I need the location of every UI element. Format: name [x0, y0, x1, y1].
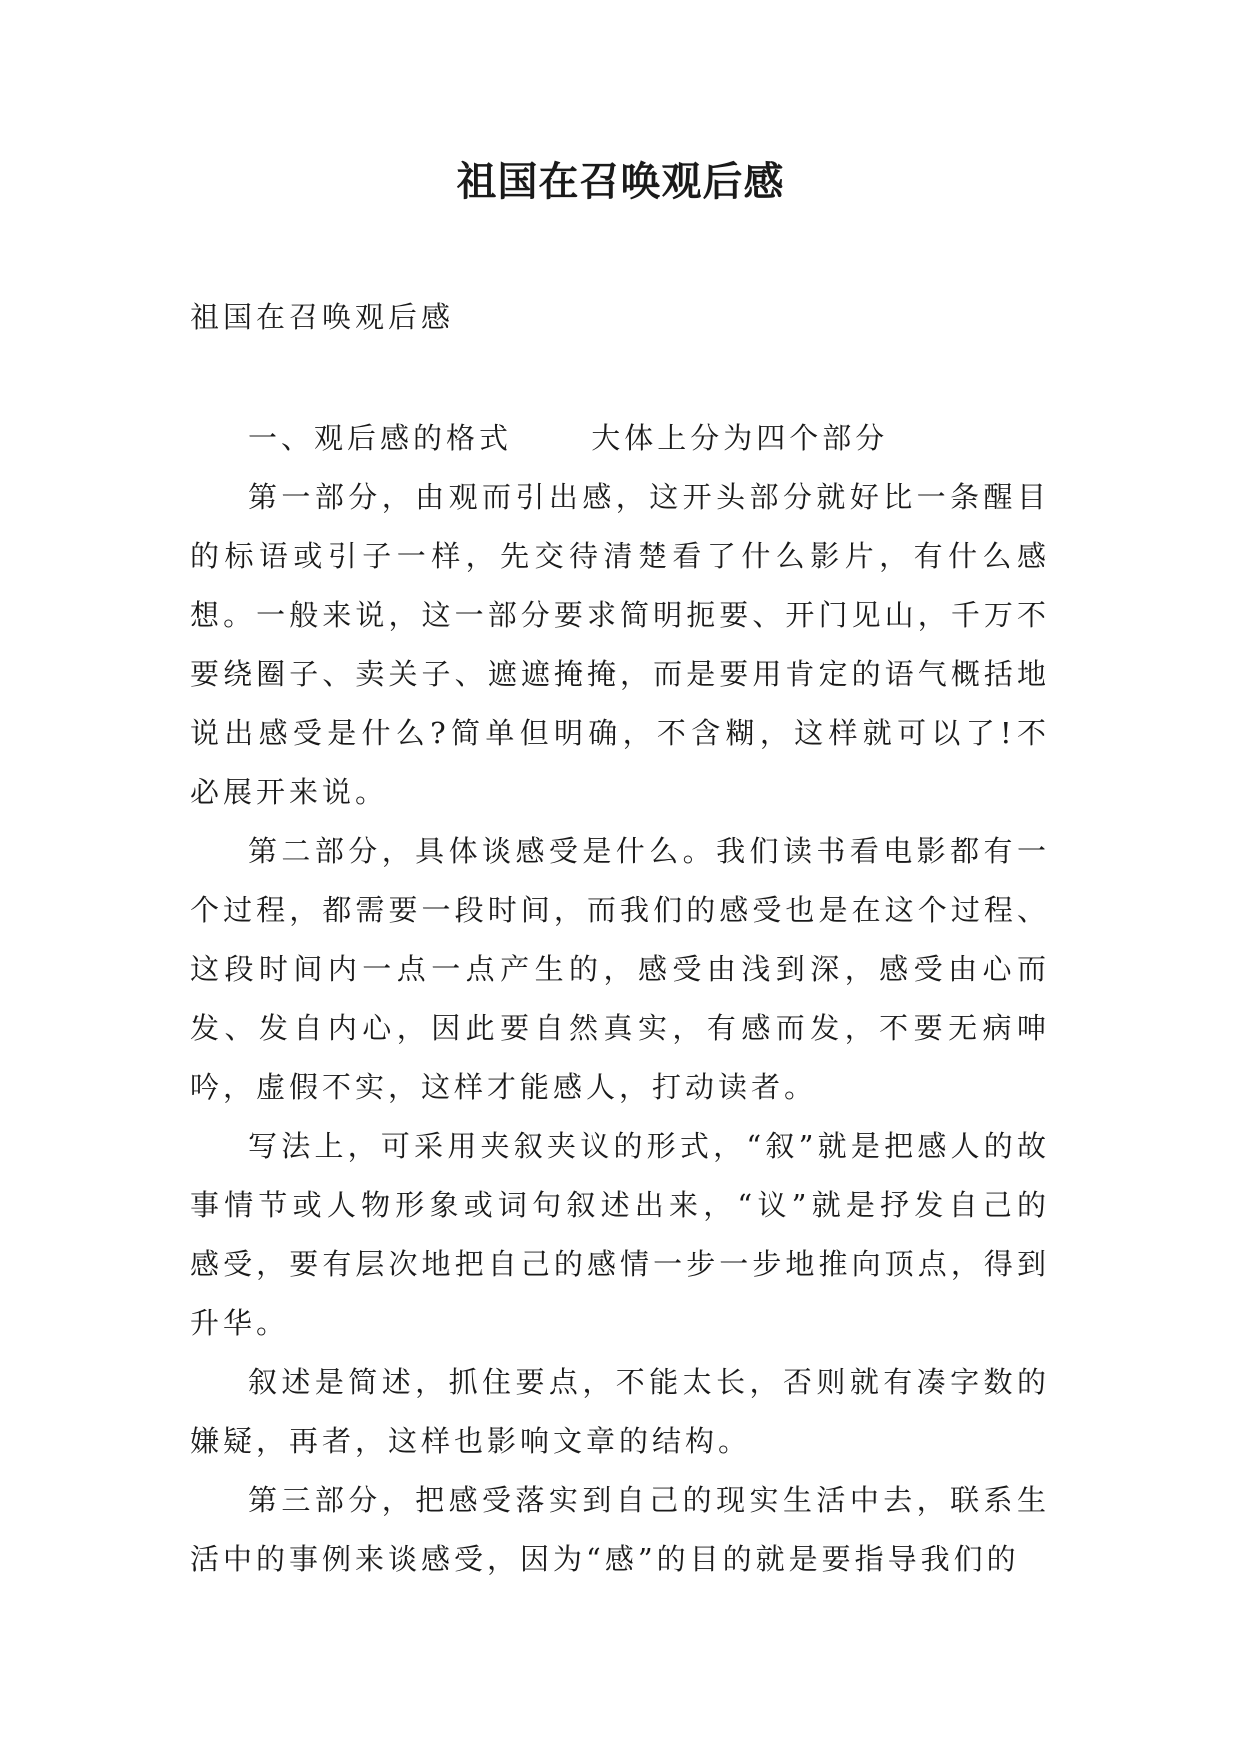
paragraph-part-three: 第三部分，把感受落实到自己的现实生活中去，联系生活中的事例来谈感受，因为“感”的目的就是要指导我们的 [190, 1483, 1050, 1576]
paragraph-part-one: 第一部分，由观而引出感，这开头部分就好比一条醒目的标语或引子一样，先交待清楚看了什么影片，有什么感想。一般来说，这一部分要求简明扼要、开门见山，千万不要绕圈子、卖关子、遮遮掩掩，而是要用肯定的语气概括地说出感受是什么?简单但明确，不含糊，这样就可以了!不必展开来说。 [190, 480, 1050, 809]
section-heading: 一、观后感的格式 大体上分为四个部分 [248, 421, 889, 455]
document-body [190, 288, 1050, 1589]
paragraph-part-two: 第二部分，具体谈感受是什么。我们读书看电影都有一个过程，都需要一段时间，而我们的感受也是在这个过程、这段时间内一点一点产生的，感受由浅到深，感受由心而发、发自内心，因此要自然真实，有感而发，不要无病呻吟，虚假不实，这样才能感人，打动读者。 [190, 834, 1050, 1104]
document-title: 祖国在召唤观后感 [456, 158, 785, 205]
paragraph-narration: 叙述是简述，抓住要点，不能太长，否则就有凑字数的嫌疑，再者，这样也影响文章的结构。 [190, 1365, 1050, 1458]
paragraph-writing-method: 写法上，可采用夹叙夹议的形式，“叙”就是把感人的故事情节或人物形象或词句叙述出来，“议”就是抒发自己的感受，要有层次地把自己的感情一步一步地推向顶点，得到升华。 [190, 1129, 1050, 1340]
document-subtitle: 祖国在召唤观后感 [190, 300, 455, 334]
